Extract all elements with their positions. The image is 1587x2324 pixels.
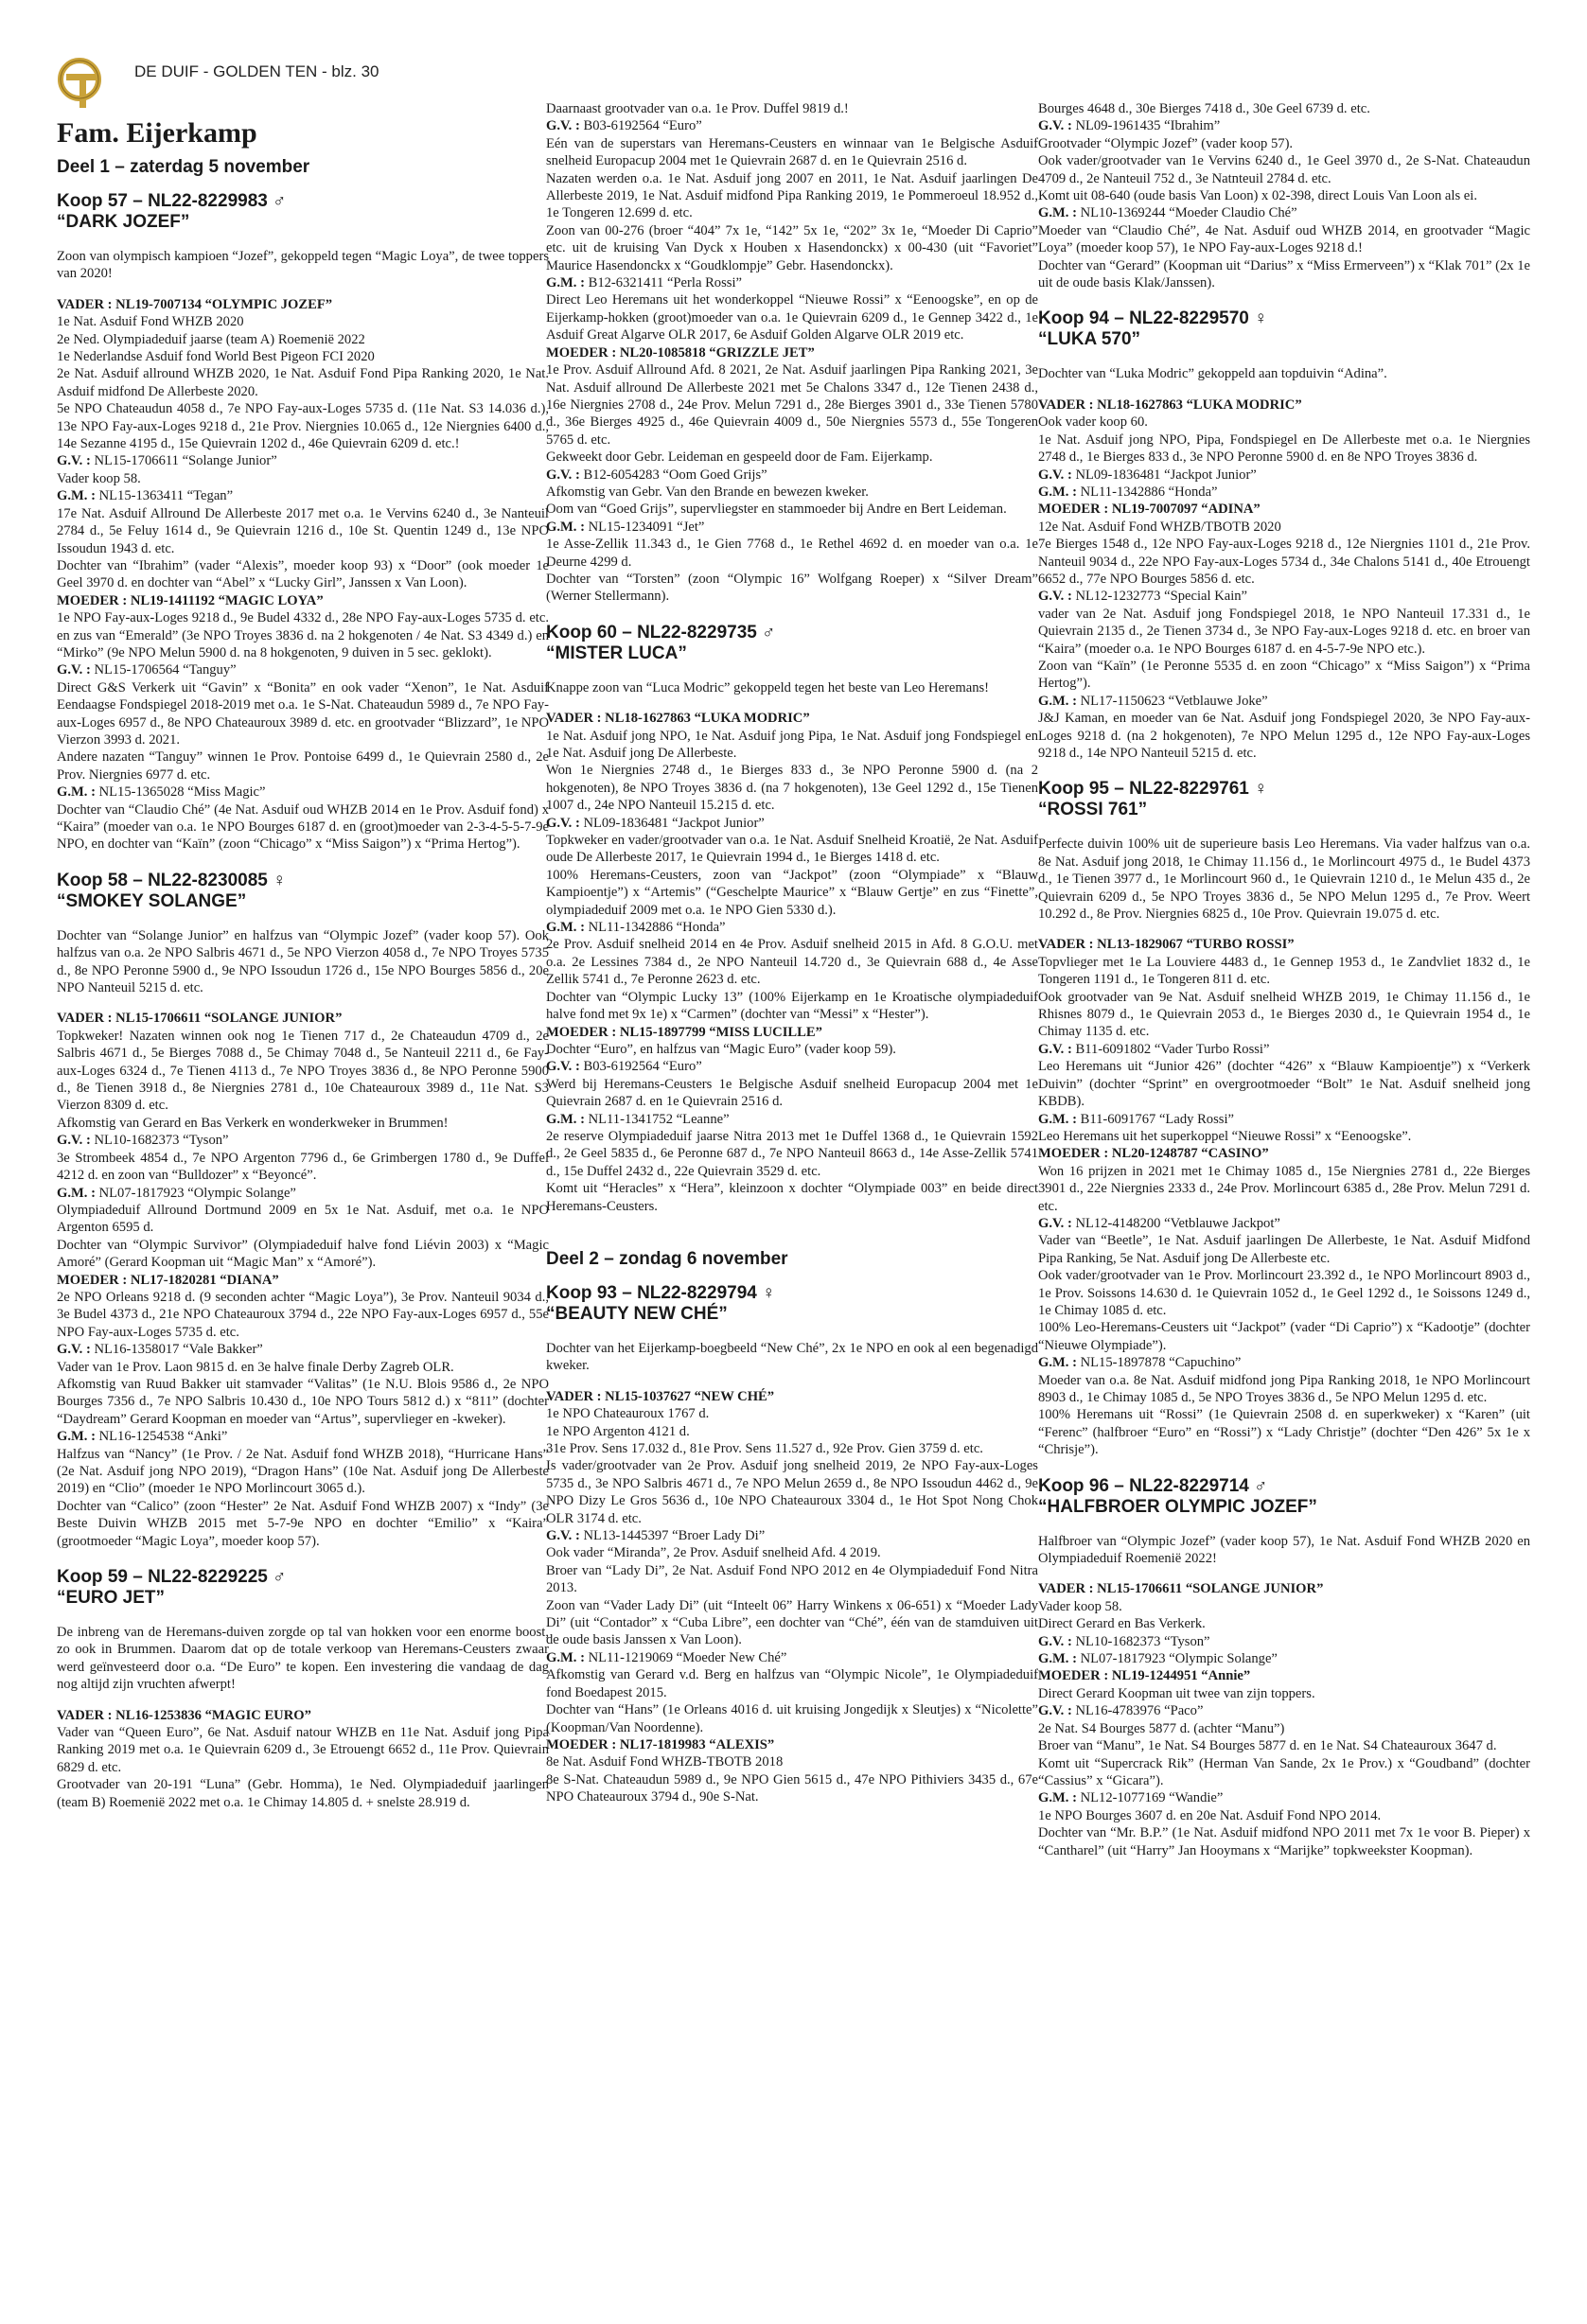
pedigree-line: G.M. : B12-6321411 “Perla Rossi” (546, 275, 742, 291)
pedigree-line: Eén van de superstars van Heremans-Ceusters en winnaar van 1e Belgische Asduif snelheid Europacup 2004 met 1e Quievrain 2687 d. en 1e Quievrain 2516 d. (546, 135, 1038, 169)
pedigree-line: 1e Nat. Asduif jong NPO, 1e Nat. Asduif jong Pipa, 1e Nat. Asduif jong Fondspiegel en 1e Nat. Asduif jong De Allerbeste. (546, 728, 1038, 761)
pedigree-line: Dochter van “Calico” (zoon “Hester” 2e Nat. Asduif Fond WHZB 2007) x “Indy” (3e Beste Duivin WHZB 2015 met 5-7-9e NPO en dochter “Emilio” x “Kaira” (grootmoeder “Magic Loya”, moeder koop 57). (57, 1498, 549, 1549)
bird-name: “LUKA 570” (1038, 329, 1141, 350)
lot-intro: Zoon van olympisch kampioen “Jozef”, gekoppeld tegen “Magic Loya”, de twee toppers van 2020! (57, 249, 549, 282)
pedigree-label: G.M. : (1038, 205, 1077, 221)
lot-number: Koop 94 – NL22-8229570 ♀ (1038, 308, 1268, 329)
column-1 (57, 117, 549, 1828)
bird-name: “HALFBROER OLYMPIC JOZEF” (1038, 1496, 1317, 1517)
pedigree-line (546, 710, 1038, 727)
pedigree-line: 2e reserve Olympiadeduif jaarse Nitra 2013 met 1e Duffel 1368 d., 1e Quievrain 1592 d., 2e Geel 5835 d., 6e Peronne 687 d., 7e NPO Nanteuil 8663 d., 14e Asse-Zellik 5741 d., 15e Duffel 2432 d., 22e Quievrain 3529 d. etc. (546, 1128, 1038, 1179)
pedigree-line: Broer van “Lady Di”, 2e Nat. Asduif Fond NPO 2012 en 4e Olympiadeduif Fond Nitra 2013. (546, 1562, 1038, 1596)
pedigree-line: G.M. : NL10-1369244 “Moeder Claudio Ché” (1038, 205, 1297, 221)
pedigree-line: vader van 2e Nat. Asduif jong Fondspiegel 2018, 1e NPO Nanteuil 17.331 d., 1e Quievrain 2135 d., 2e Tienen 3734 d., 3e NPO Fay-aux-Loges 9218 d. etc. en broer van “Kaira” (moeder o.a. 1e NPO Bourges 6187 d. en 4-5-7-9e NPO etc.). (1038, 606, 1530, 657)
pedigree-label: G.V. : (1038, 589, 1072, 605)
pedigree-line: 7e Bierges 1548 d., 12e NPO Fay-aux-Loges 9218 d., 12e Niergnies 1101 d., 21e Prov. Nanteuil 9034 d., 22e NPO Fay-aux-Loges 5734 d., 34e Chalons 5141 d., 40e Etrouengt 6652 d., 77e NPO Bourges 5856 d. etc. (1038, 537, 1530, 587)
pedigree-line: G.V. : NL15-1706611 “Solange Junior” (57, 453, 277, 469)
pedigree-line: G.V. : B03-6192564 “Euro” (546, 1059, 702, 1075)
pedigree-line (1038, 936, 1530, 953)
pedigree-line (57, 296, 549, 313)
pedigree-line (57, 592, 549, 609)
pedigree-block (546, 710, 1038, 1215)
lot-intro: Dochter van het Eijerkamp-boegbeeld “New Ché”, 2x 1e NPO en ook al een begenadigd kweker. (546, 1340, 1038, 1374)
pedigree-line (1038, 501, 1530, 518)
pedigree-line: Afkomstig van Ruud Bakker uit stamvader “Valitas” (1e N.U. Blois 9586 d., 2e NPO Bourges 7356 d., 7e NPO Salbris 10.430 d., 10e NPO Tours 5812 d.) x “811” (dochter “Daydream” Gerard Koopman en moeder van “Artus”, supervlieger en -kweker). (57, 1376, 549, 1427)
pedigree-line: 100% Leo-Heremans-Ceusters uit “Jackpot” (vader “Di Caprio”) x “Kadootje” (dochter “Nieuwe Olympiade”). (1038, 1320, 1530, 1353)
bird-name: “EURO JET” (57, 1588, 166, 1609)
pedigree-line: Direct G&S Verkerk uit “Gavin” x “Bonita” en ook vader “Xenon”, 1e Nat. Asduif Eendaagse Fondspiegel 2018-2019 met o.a. 1e S-Nat. Chateaudun 5989 d., 7e NPO Fay-aux-Loges 6957 d., 8e NPO Chateauroux 3989 d. etc. en grootvader “Blizzard”, 1e NPO Vierzon 3993 d. 2021. (57, 679, 549, 748)
pedigree-line: 1e NPO Bourges 3607 d. en 20e Nat. Asduif Fond NPO 2014. (1038, 1807, 1382, 1823)
pedigree-line: Direct Gerard en Bas Verkerk. (1038, 1616, 1206, 1632)
pedigree-line (546, 344, 1038, 361)
pedigree-line: Grootvader van 20-191 “Luna” (Gebr. Homma), 1e Ned. Olympiadeduif jaarlingen (team B) Roemenië 2022 met o.a. 1e Chimay 14.805 d. + snelste 28.919 d. (57, 1777, 549, 1810)
pedigree-line (546, 1736, 1038, 1753)
pedigree-line: Ook vader “Miranda”, 2e Prov. Asduif snelheid Afd. 4 2019. (546, 1545, 881, 1561)
pedigree-label: G.V. : (57, 453, 91, 469)
pedigree-block (57, 1707, 549, 1811)
pedigree-label: MOEDER : NL17-1820281 “DIANA” (57, 1272, 279, 1288)
pedigree-label: G.M. : (1038, 1355, 1077, 1371)
pedigree-line: G.V. : NL12-1232773 “Special Kain” (1038, 589, 1248, 605)
pedigree-label: MOEDER : NL15-1897799 “MISS LUCILLE” (546, 1024, 822, 1040)
pedigree-line: Zoon van 00-276 (broer “404” 7x 1e, “142” 5x 1e, “202” 3x 1e, “Moeder Di Caprio” etc. uit de kruising Van Dyck x Houben x Hasendonckx) x 00-430 (uit “Favoriet” Maurice Hasendonckx x “Goudklompje” Gebr. Hasendonckx). (546, 222, 1038, 273)
pedigree-line: Afkomstig van Gerard en Bas Verkerk en wonderkweker in Brummen! (57, 1115, 449, 1131)
pedigree-line: Dochter van “Torsten” (zoon “Olympic 16” Wolfgang Roeper) x “Silver Dream” (Werner Stellermann). (546, 571, 1038, 605)
pedigree-block (57, 1010, 549, 1550)
pedigree-block (1038, 396, 1530, 763)
pedigree-label: G.V. : (546, 815, 580, 831)
pedigree-line (1038, 396, 1530, 414)
pedigree-line: 17e Nat. Asduif Allround De Allerbeste 2017 met o.a. 1e Vervins 6240 d., 3e Nanteuil 2784 d., 5e Feluy 1614 d., 9e Quievrain 1216 d., 10e St. Quentin 1249 d., 13e NPO Issoudun 1943 d. etc. (57, 505, 549, 556)
column-3 (1038, 100, 1530, 1876)
pedigree-line: Ook vader koop 60. (1038, 414, 1148, 431)
pedigree-label: G.V. : (1038, 1703, 1072, 1719)
pedigree-label: G.M. : (546, 920, 585, 936)
lot-number: Koop 93 – NL22-8229794 ♀ (546, 1282, 776, 1303)
pedigree-label: VADER : NL18-1627863 “LUKA MODRIC” (546, 711, 810, 727)
pedigree-block (1038, 1580, 1530, 1859)
pedigree-line: Dochter van “Olympic Survivor” (Olympiadeduif halve fond Liévin 2003) x “Magic Amoré” (Gerard Koopman uit “Magic Man” x “Amoré”). (57, 1237, 549, 1271)
pedigree-line: G.M. : NL11-1342886 “Honda” (546, 920, 726, 936)
pedigree-line: Vader van “Queen Euro”, 6e Nat. Asduif natour WHZB en 11e Nat. Asduif jong Pipa Ranking 2019 met o.a. 1e Quievrain 6209 d., 3e Etrouengt 6652 d., 11e Prov. Quievrain 6829 d. etc. (57, 1725, 549, 1775)
pedigree-line: Direct Gerard Koopman uit twee van zijn toppers. (1038, 1685, 1315, 1701)
page-header-text: DE DUIF - GOLDEN TEN - blz. 30 (134, 62, 379, 80)
pedigree-line (546, 1024, 1038, 1041)
section-heading: Deel 1 – zaterdag 5 november (57, 157, 310, 177)
pedigree-label: MOEDER : NL19-1411192 “MAGIC LOYA” (57, 592, 324, 608)
pedigree-block (546, 1388, 1038, 1806)
pedigree-line: Nazaten werden o.a. 1e Nat. Asduif jong 2007 en 2011, 1e Nat. Asduif jaarlingen De Allerbeste 2019, 1e Nat. Asduif midfond Pipa Ranking 2019, 1e Pommeroeul 18.952 d., 1e Tongeren 12.699 d. etc. (546, 170, 1038, 221)
pedigree-line: G.V. : NL09-1961435 “Ibrahim” (1038, 118, 1221, 134)
pedigree-line: G.V. : NL09-1836481 “Jackpot Junior” (546, 815, 765, 831)
pedigree-label: G.M. : (57, 784, 96, 801)
pedigree-line: Vader van “Beetle”, 1e Nat. Asduif jaarlingen De Allerbeste, 1e Nat. Asduif Midfond Pipa Ranking, 5e Nat. Asduif jong De Allerbeste etc. (1038, 1233, 1530, 1266)
pedigree-label: G.V. : (546, 467, 580, 483)
pedigree-line: G.V. : B11-6091802 “Vader Turbo Rossi” (1038, 1041, 1270, 1057)
pedigree-line: Dochter van “Ibrahim” (vader “Alexis”, moeder koop 93) x “Door” (ook moeder 1e Geel 3970 d. en dochter van “Abel” x “Lucky Girl”, Janssen x Van Loon). (57, 557, 549, 591)
pedigree-label: G.V. : (57, 1133, 91, 1149)
pedigree-line (57, 1272, 549, 1289)
lot-number: Koop 95 – NL22-8229761 ♀ (1038, 779, 1268, 800)
pedigree-label: MOEDER : NL19-7007097 “ADINA” (1038, 502, 1261, 518)
pedigree-line (57, 1010, 549, 1027)
pedigree-label: G.M. : (1038, 1790, 1077, 1806)
golden-ten-logo-icon (57, 55, 106, 112)
pedigree-label: VADER : NL18-1627863 “LUKA MODRIC” (1038, 396, 1302, 413)
pedigree-line: Afkomstig van Gerard v.d. Berg en halfzus van “Olympic Nicole”, 1e Olympiadeduif fond Boedapest 2015. (546, 1667, 1038, 1700)
lot-number: Koop 59 – NL22-8229225 ♂ (57, 1567, 287, 1588)
pedigree-label: VADER : NL15-1706611 “SOLANGE JUNIOR” (1038, 1581, 1324, 1597)
pedigree-line: Dochter van “Hans” (1e Orleans 4016 d. uit kruising Jongedijk x Sleutjes) x “Nicolette” (Koopman/Van Noordenne). (546, 1702, 1038, 1735)
pedigree-label: G.V. : (57, 662, 91, 678)
pedigree-line: Leo Heremans uit “Junior 426” (dochter “426” x “Blauw Kampioentje”) x “Verkerk Duivin” (dochter “Sprint” en overgrootmoeder “Bolt” 1e Nat. Asduif snelheid jong KBDB). (1038, 1059, 1530, 1110)
pedigree-line: G.M. : NL15-1897878 “Capuchino” (1038, 1355, 1242, 1371)
lot-number: Koop 96 – NL22-8229714 ♂ (1038, 1475, 1268, 1496)
pedigree-label: G.V. : (1038, 467, 1072, 483)
pedigree-line (1038, 1145, 1530, 1162)
pedigree-label: G.V. : (57, 1342, 91, 1358)
pedigree-label: G.M. : (1038, 693, 1077, 709)
lot-intro: Perfecte duivin 100% uit de superieure basis Leo Heremans. Via vader halfzus van o.a. 8e Nat. Asduif jong 2018, 1e Chimay 11.156 d., 1e Morlincourt 4975 d., 1e Budel 4373 d., 1e Tienen 3977 d., 1e Morlincourt 960 d., 1e Quievrain 1210 d., 1e Melun 435 d., 2e Quievrain 6209 d., 5e NPO Troyes 3836 d., 5e NPO Melun 1295 d., 7e Prov. Weert 10.292 d., 8e Prov. Niergnies 6825 d., 10e Prov. Quievrain 19.075 d. etc. (1038, 836, 1530, 923)
pedigree-line: G.V. : NL16-4783976 “Paco” (1038, 1703, 1204, 1719)
pedigree-line: 100% Heremans-Ceusters, zoon van “Jackpot” (zoon “Olympiade” x “Blauw Kampioentje”) x “Artemis” (“Geschelpte Maurice” x “Blauw Gertje” en zus “Finette”, olympiadeduif 2009 met o.a. 1e NPO Gien 5330 d.). (546, 867, 1038, 918)
pedigree-label: G.V. : (1038, 118, 1072, 134)
pedigree-line: 8e Nat. Asduif Fond WHZB-TBOTB 2018 (546, 1754, 784, 1770)
pedigree-line: 2e Nat. Asduif allround WHZB 2020, 1e Nat. Asduif Fond Pipa Ranking 2020, 1e Nat. Asduif midfond De Allerbeste 2020. (57, 366, 549, 399)
pedigree-label: MOEDER : NL19-1244951 “Annie” (1038, 1668, 1251, 1684)
pedigree-line: Vader van 1e Prov. Laon 9815 d. en 3e halve finale Derby Zagreb OLR. (57, 1359, 454, 1375)
page-title: Fam. Eijerkamp (57, 117, 257, 149)
section-heading: Deel 2 – zondag 6 november (546, 1248, 788, 1269)
bird-name: “BEAUTY NEW CHÉ” (546, 1303, 728, 1324)
pedigree-label: MOEDER : NL20-1085818 “GRIZZLE JET” (546, 344, 815, 361)
pedigree-line: 1e Nat. Asduif jong NPO, Pipa, Fondspiegel en De Allerbeste met o.a. 1e Niergnies 2748 d., 1e Bierges 833 d., 3e NPO Peronne 5900 d. en 8e NPO Troyes 3836 d. (1038, 431, 1530, 466)
pedigree-line: Grootvader “Olympic Jozef” (vader koop 57). (1038, 135, 1294, 151)
pedigree-line: Vader koop 58. (1038, 1598, 1122, 1614)
pedigree-line: 8e S-Nat. Chateaudun 5989 d., 9e NPO Gien 5615 d., 47e NPO Pithiviers 3435 d., 67e NPO Chateauroux 3794 d., 90e S-Nat. (546, 1771, 1038, 1805)
pedigree-line: 1e NPO Argenton 4121 d. (546, 1423, 690, 1439)
pedigree-label: G.V. : (546, 118, 580, 134)
pedigree-line: Leo Heremans uit het superkoppel “Nieuwe Rossi” x “Eenoogske”. (1038, 1128, 1412, 1144)
pedigree-line: Is vader/grootvader van 2e Prov. Asduif jong snelheid 2019, 2e NPO Fay-aux-Loges 5735 d., 3e NPO Salbris 4671 d., 7e NPO Melun 2659 d., 8e NPO Issoudun 4462 d., 9e NPO Dizy Le Gros 5636 d., 10e NPO Chateauroux 3304 d., 1e Hot Spot Nong Chok OLR 3174 d. etc. (546, 1458, 1038, 1526)
pedigree-line: 5e NPO Chateaudun 4058 d., 7e NPO Fay-aux-Loges 5735 d. (11e Nat. S3 14.036 d.), 13e NPO Fay-aux-Loges 9218 d., 21e Prov. Niergnies 10.065 d., 12e Niergnies 6400 d., 14e Sezanne 4195 d., 15e Quievrain 1202 d., 46e Quievrain 6209 d. etc.! (57, 401, 549, 452)
pedigree-line: 1e Nat. Asduif Fond WHZB 2020 (57, 314, 244, 330)
pedigree-label: G.M. : (546, 1111, 585, 1127)
lot-intro: De inbreng van de Heremans-duiven zorgde op tal van hokken voor een enorme boost, zo ook in Brummen. Daarom dat op de totale verkoop van Heremans-Ceusters zwaar werd geïnvesteerd door o.a. “De Euro” te kopen. Een investering die vandaag de dag nog altijd zijn vruchten afwerpt! (57, 1625, 549, 1693)
pedigree-line: G.V. : NL13-1445397 “Broer Lady Di” (546, 1528, 766, 1544)
pedigree-label: G.M. : (57, 1429, 96, 1445)
pedigree-line: Komt uit 08-640 (oude basis Van Loon) x 02-398, direct Louis Van Loon als ei. (1038, 188, 1477, 204)
pedigree-line: 2e NPO Orleans 9218 d. (9 seconden achter “Magic Loya”), 3e Prov. Nanteuil 9034 d., 3e Budel 4373 d., 21e NPO Chateauroux 3794 d., 22e NPO Fay-aux-Loges 6957 d., 55e NPO Fay-aux-Loges 5735 d. etc. (57, 1289, 549, 1340)
pedigree-label: G.V. : (1038, 1215, 1072, 1231)
pedigree-line: Andere nazaten “Tanguy” winnen 1e Prov. Pontoise 6499 d., 1e Quievrain 2580 d., 2e Prov. Niergnies 6977 d. etc. (57, 749, 549, 783)
pedigree-line: Dochter “Euro”, en halfzus van “Magic Euro” (vader koop 59). (546, 1041, 896, 1057)
pedigree-label: G.M. : (1038, 484, 1077, 500)
column-2 (546, 100, 1038, 1823)
bird-name: “SMOKEY SOLANGE” (57, 890, 247, 911)
pedigree-line: 1e NPO Fay-aux-Loges 9218 d., 9e Budel 4332 d., 28e NPO Fay-aux-Loges 5735 d. etc. en zus van “Emerald” (3e NPO Troyes 3836 d. na 2 hokgenoten / 4e Nat. S3 4349 d.) en “Mirko” (9e NPO Melun 5900 d. na 8 hokgenoten, 9 duiven in 5 sec. geklokt). (57, 610, 549, 660)
pedigree-line: Topkweker en vader/grootvader van o.a. 1e Nat. Asduif Snelheid Kroatië, 2e Nat. Asduif oude De Allerbeste 2017, 1e Quievrain 1994 d., 1e Bierges 1418 d. etc. (546, 833, 1038, 866)
pedigree-line: Zoon van “Kaïn” (1e Peronne 5535 d. en zoon “Chicago” x “Miss Saigon”) x “Prima Hertog”). (1038, 658, 1530, 692)
pedigree-label: G.M. : (1038, 1651, 1077, 1667)
pedigree-line: 1e Nederlandse Asduif fond World Best Pigeon FCI 2020 (57, 349, 375, 365)
pedigree-line: G.V. : B03-6192564 “Euro” (546, 118, 702, 134)
pedigree-line: Daarnaast grootvader van o.a. 1e Prov. Duffel 9819 d.! (546, 101, 849, 116)
pedigree-label: G.V. : (1038, 1633, 1072, 1649)
pedigree-line: G.V. : NL12-4148200 “Vetblauwe Jackpot” (1038, 1215, 1280, 1231)
pedigree-label: G.M. : (1038, 1111, 1077, 1127)
pedigree-line: Komt uit “Supercrack Rik” (Herman Van Sande, 2x 1e Prov.) x “Goudband” (dochter “Cassius” x “Gicara”). (1038, 1755, 1530, 1788)
pedigree-label: VADER : NL13-1829067 “TURBO ROSSI” (1038, 937, 1295, 953)
pedigree-line: Won 1e Niergnies 2748 d., 1e Bierges 833 d., 3e NPO Peronne 5900 d. (na 2 hokgenoten), 8e NPO Troyes 3836 d. (na 7 hokgenoten), 13e Geel 1292 d., 15e Tienen 1007 d., 24e NPO Nanteuil 15.215 d. etc. (546, 763, 1038, 814)
pedigree-line: G.V. : B12-6054283 “Oom Goed Grijs” (546, 467, 767, 483)
pedigree-label: G.V. : (546, 1059, 580, 1075)
pedigree-label: G.M. : (546, 275, 585, 291)
pedigree-line: Moeder van “Claudio Ché”, 4e Nat. Asduif oud WHZB 2014, en grootvader “Magic Loya” (moeder koop 57), 1e NPO Fay-aux-Loges 9218 d.! (1038, 222, 1530, 256)
pedigree-line: G.M. : NL12-1077169 “Wandie” (1038, 1790, 1224, 1806)
pedigree-line: Ook vader/grootvader van 1e Prov. Morlincourt 23.392 d., 1e NPO Morlincourt 8903 d., 1e Prov. Soissons 14.630 d. 1e Quievrain 1052 d., 1e Geel 1292 d., 1e Soissons 1249 d., 1e Chimay 1085 d. etc. (1038, 1268, 1530, 1318)
pedigree-line (546, 1388, 1038, 1405)
pedigree-line: Olympiadeduif Allround Dortmund 2009 en 5x 1e Nat. Asduif, met o.a. 1e NPO Argenton 6595 d. (57, 1202, 549, 1236)
pedigree-line: Won 16 prijzen in 2021 met 1e Chimay 1085 d., 15e Niergnies 2781 d., 22e Bierges 3901 d., 22e Niergnies 2333 d., 24e Prov. Morlincourt 6385 d., 28e Prov. Melun 7291 d. etc. (1038, 1163, 1530, 1214)
pedigree-line: Gekweekt door Gebr. Leideman en gespeeld door de Fam. Eijerkamp. (546, 449, 933, 466)
pedigree-line: Oom van “Goed Grijs”, supervliegster en stammoeder bij Andre en Bert Leideman. (546, 502, 1007, 518)
bird-name: “ROSSI 761” (1038, 800, 1148, 820)
pedigree-label: VADER : NL15-1037627 “NEW CHÉ” (546, 1388, 775, 1404)
pedigree-line: G.M. : NL11-1342886 “Honda” (1038, 484, 1218, 500)
pedigree-line (57, 1707, 549, 1724)
pedigree-line: Dochter van “Claudio Ché” (4e Nat. Asduif oud WHZB 2014 en 1e Prov. Asduif fond) x “Kaira” (moeder van o.a. 1e NPO Bourges 6187 d. en (groot)moeder van 2-3-4-5-5-7-9e NPO, en dochter van “Kaïn” (zoon “Chicago” x “Miss Saigon”) x “Prima Hertog”). (57, 801, 549, 853)
pedigree-line: G.M. : NL15-1234091 “Jet” (546, 519, 705, 535)
pedigree-line: 3e Strombeek 4854 d., 7e NPO Argenton 7796 d., 6e Grimbergen 1780 d., 9e Duffel 4212 d. en zoon van “Bulldozer” x “Beyoncé”. (57, 1150, 549, 1184)
pedigree-line: Dochter van “Olympic Lucky 13” (100% Eijerkamp en 1e Kroatische olympiadeduif halve fond met 9x 1e) x “Carmen” (dochter van “Messi” x “Hester”). (546, 989, 1038, 1023)
pedigree-line: G.M. : NL17-1150623 “Vetblauwe Joke” (1038, 693, 1268, 709)
pedigree-line: J&J Kaman, en moeder van 6e Nat. Asduif jong Fondspiegel 2020, 3e NPO Fay-aux-Loges 9218 d. (na 2 hokgenoten), 7e NPO Melun 1295 d., 12e NPO Fay-aux-Loges 9218 d., 14e NPO Nanteuil 5215 d. etc. (1038, 711, 1530, 761)
pedigree-line (1038, 1667, 1530, 1684)
pedigree-label: G.V. : (546, 1528, 580, 1544)
pedigree-label: G.M. : (57, 1185, 96, 1201)
pedigree-line (1038, 1580, 1530, 1597)
pedigree-label: G.V. : (1038, 1041, 1072, 1057)
pedigree-line: Ook vader/grootvader van 1e Vervins 6240 d., 1e Geel 3970 d., 2e S-Nat. Chateaudun 4709 d., 2e Nanteuil 752 d., 3e Natnteuil 2784 d. etc. (1038, 153, 1530, 186)
lot-intro: Dochter van “Solange Junior” en halfzus van “Olympic Jozef” (vader koop 57). Ook halfzus van o.a. 2e NPO Salbris 4671 d., 5e NPO Vierzon 4058 d., 7e NPO Troyes 5735 d., 8e NPO Peronne 5900 d., 9e NPO Issoudun 1726 d., 15e NPO Bourges 5856 d., 20e NPO Nanteuil 5215 d. etc. (57, 927, 549, 996)
pedigree-label: G.M. : (546, 1649, 585, 1665)
lot-number: Koop 57 – NL22-8229983 ♂ (57, 191, 287, 211)
lot-intro: Dochter van “Luka Modric” gekoppeld aan topduivin “Adina”. (1038, 366, 1387, 382)
pedigree-line: Dochter van “Mr. B.P.” (1e Nat. Asduif midfond NPO 2011 met 7x 1e voor B. Pieper) x “Cantharel” (uit “Harry” Jan Hooymans x “Marijke” topkweekster Koopman). (1038, 1825, 1530, 1858)
pedigree-line: 100% Heremans uit “Rossi” (1e Quievrain 2508 d. en superkweker) x “Karen” (uit “Ferenc” (halfbroer “Euro” en “Rossi”) x “Lady Christje” (dochter “Den 426” 5x 1e x “Chrisje”). (1038, 1407, 1530, 1458)
pedigree-label: G.M. : (57, 488, 96, 504)
pedigree-label: MOEDER : NL17-1819983 “ALEXIS” (546, 1736, 775, 1752)
pedigree-line: 1e Asse-Zellik 11.343 d., 1e Gien 7768 d., 1e Rethel 4692 d. en moeder van o.a. 1e Deurne 4299 d. (546, 537, 1038, 570)
pedigree-label: VADER : NL15-1706611 “SOLANGE JUNIOR” (57, 1011, 343, 1027)
pedigree-line: G.M. : NL07-1817923 “Olympic Solange” (1038, 1651, 1278, 1667)
pedigree-line: Broer van “Manu”, 1e Nat. S4 Bourges 5877 d. en 1e Nat. S4 Chateauroux 3647 d. (1038, 1738, 1497, 1754)
pedigree-line: Ook grootvader van 9e Nat. Asduif snelheid WHZB 2019, 1e Chimay 11.156 d., 1e Rhisnes 8079 d., 1e Quievrain 2053 d., 1e Bierges 2030 d., 1e Quievrain 1954 d., 1e Chimay 1135 d. etc. (1038, 989, 1530, 1040)
pedigree-line: Bourges 4648 d., 30e Bierges 7418 d., 30e Geel 6739 d. etc. (1038, 101, 1370, 116)
pedigree-line: G.M. : NL11-1219069 “Moeder New Ché” (546, 1649, 787, 1665)
pedigree-line: G.M. : B11-6091767 “Lady Rossi” (1038, 1111, 1234, 1127)
pedigree-line: Topkweker! Nazaten winnen ook nog 1e Tienen 717 d., 2e Chateaudun 4709 d., 2e Salbris 4671 d., 5e Bierges 7088 d., 5e Chimay 7048 d., 5e Nanteuil 2211 d., 6e Fay-aux-Loges 6324 d., 7e Tienen 4113 d., 7e NPO Troyes 3836 d., 8e NPO Peronne 5900 d., 8e Tienen 3918 d., 8e Niergnies 2781 d., 10e Chateauroux 3989 d., 11e Nat. S3 Vierzon 8309 d. etc. (57, 1028, 549, 1114)
pedigree-line: G.V. : NL10-1682373 “Tyson” (1038, 1633, 1210, 1649)
pedigree-line: G.V. : NL10-1682373 “Tyson” (57, 1133, 229, 1149)
pedigree-line: Afkomstig van Gebr. Van den Brande en bewezen kweker. (546, 484, 869, 500)
pedigree-line: Werd bij Heremans-Ceusters 1e Belgische Asduif snelheid Europacup 2004 met 1e Quievrain 2687 d. en 1e Quievrain 2516 d. (546, 1076, 1038, 1110)
pedigree-block (57, 296, 549, 854)
pedigree-line: 12e Nat. Asduif Fond WHZB/TBOTB 2020 (1038, 519, 1281, 535)
lot-intro: Halfbroer van “Olympic Jozef” (vader koop 57), 1e Nat. Asduif Fond WHZB 2020 en Olympiadeduif Roemenië 2022! (1038, 1533, 1530, 1567)
pedigree-line: 2e Prov. Asduif snelheid 2014 en 4e Prov. Asduif snelheid 2015 in Afd. 8 G.O.U. met o.a. 2e Lessines 7384 d., 2e NPO Nanteuil 14.720 d., 3e Quievrain 688 d., 4e Asse Zellik 5741 d., 7e Peronne 2623 d. etc. (546, 937, 1038, 988)
pedigree-line: G.M. : NL11-1341752 “Leanne” (546, 1111, 730, 1127)
pedigree-block (1038, 100, 1530, 291)
pedigree-label: G.M. : (546, 519, 585, 535)
pedigree-line: G.V. : NL15-1706564 “Tanguy” (57, 662, 237, 678)
bird-name: “MISTER LUCA” (546, 643, 687, 663)
bird-name: “DARK JOZEF” (57, 212, 190, 232)
pedigree-line: Vader koop 58. (57, 470, 141, 486)
pedigree-line: G.V. : NL16-1358017 “Vale Bakker” (57, 1342, 263, 1358)
pedigree-line: G.M. : NL15-1363411 “Tegan” (57, 488, 234, 504)
pedigree-label: VADER : NL19-7007134 “OLYMPIC JOZEF” (57, 296, 333, 312)
pedigree-line: 2e Ned. Olympiadeduif jaarse (team A) Roemenië 2022 (57, 331, 365, 347)
pedigree-line: G.M. : NL16-1254538 “Anki” (57, 1429, 228, 1445)
lot-number: Koop 60 – NL22-8229735 ♂ (546, 622, 776, 643)
pedigree-line: Halfzus van “Nancy” (1e Prov. / 2e Nat. Asduif fond WHZB 2018), “Hurricane Hans” (2e Nat. Asduif jong NPO 2019), “Dragon Hans” (10e Nat. Asduif jong De Allerbeste 2019) en “Clio” (moeder 1e NPO Morlincourt 3065 d.). (57, 1446, 549, 1497)
pedigree-label: VADER : NL16-1253836 “MAGIC EURO” (57, 1707, 311, 1723)
pedigree-line: G.M. : NL15-1365028 “Miss Magic” (57, 784, 266, 801)
pedigree-line: Zoon van “Vader Lady Di” (uit “Inteelt 06” Harry Winkens x 06-651) x “Moeder Lady Di” (uit “Contador” x “Cuba Libre”, een dochter van “Ché”, één van de stamduiven uit de oude basis Janssen x Van Loon). (546, 1597, 1038, 1648)
pedigree-line: 1e Prov. Asduif Allround Afd. 8 2021, 2e Nat. Asduif jaarlingen Pipa Ranking 2021, 3e Nat. Asduif allround De Allerbeste 2021 met 5e Chalons 3347 d., 12e Tienen 2438 d., 16e Niergnies 2708 d., 24e Prov. Melun 7291 d., 28e Bierges 3901 d., 33e Tienen 5780 d., 36e Bierges 4925 d., 46e Quievrain 4009 d., 50e Niergnies 5573 d., 55e Tongeren 5765 d. etc. (546, 362, 1038, 448)
pedigree-line: Topvlieger met 1e La Louviere 4483 d., 1e Gennep 1953 d., 1e Zandvliet 1832 d., 1e Tongeren 1191 d., 1e Tongeren 811 d. etc. (1038, 954, 1530, 988)
lot-number: Koop 58 – NL22-8230085 ♀ (57, 870, 287, 890)
pedigree-line: 2e Nat. S4 Bourges 5877 d. (achter “Manu”) (1038, 1720, 1285, 1736)
pedigree-block (1038, 936, 1530, 1458)
pedigree-line: 31e Prov. Sens 17.032 d., 81e Prov. Sens 11.527 d., 92e Prov. Gien 3759 d. etc. (546, 1441, 983, 1456)
pedigree-line: 1e NPO Chateauroux 1767 d. (546, 1406, 710, 1422)
pedigree-label: MOEDER : NL20-1248787 “CASINO” (1038, 1146, 1269, 1162)
lot-intro: Knappe zoon van “Luca Modric” gekoppeld tegen het beste van Leo Heremans! (546, 679, 990, 695)
pedigree-line: G.M. : NL07-1817923 “Olympic Solange” (57, 1185, 296, 1201)
pedigree-line: Dochter van “Gerard” (Koopman uit “Darius” x “Miss Ermerveen”) x “Klak 701” (2x 1e uit de oude basis Klak/Janssen). (1038, 257, 1530, 291)
pedigree-line: Komt uit “Heracles” x “Hera”, kleinzoon x dochter “Olympiade 003” en beide direct Heremans-Ceusters. (546, 1181, 1038, 1214)
pedigree-line: Direct Leo Heremans uit het wonderkoppel “Nieuwe Rossi” x “Eenoogske”, en op de Eijerkamp-hokken (groot)moeder van o.a. 1e Quievrain 6209 d., 1e Gennep 3422 d., 1e Asduif Great Algarve OLR 2017, 6e Asduif Golden Algarve OLR 2019 etc. (546, 292, 1038, 343)
pedigree-line: Moeder van o.a. 8e Nat. Asduif midfond jong Pipa Ranking 2018, 1e NPO Morlincourt 8903 d., 1e Chimay 1085 d., 5e NPO Troyes 3836 d., 5e NPO Melun 1295 d. etc. (1038, 1372, 1530, 1405)
pedigree-block (546, 100, 1038, 606)
pedigree-line: G.V. : NL09-1836481 “Jackpot Junior” (1038, 467, 1257, 483)
